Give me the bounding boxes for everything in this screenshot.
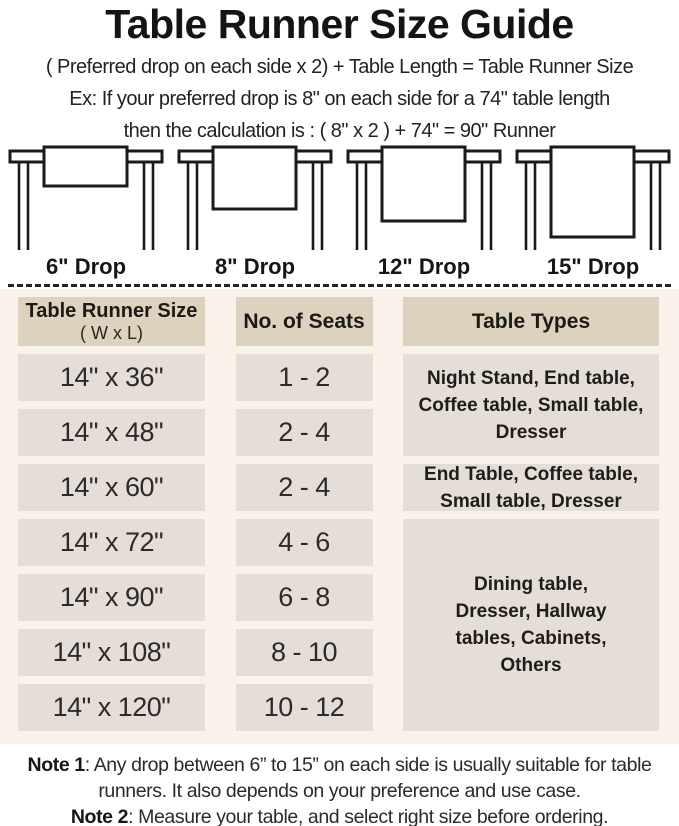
drop-label-15in: 15" Drop	[546, 254, 640, 279]
dashed-divider	[8, 284, 671, 287]
page-title: Table Runner Size Guide	[105, 1, 574, 47]
illustration-12in-drop	[344, 145, 504, 281]
size-table	[18, 297, 659, 731]
seats-cell-row7: 10 - 12	[236, 684, 373, 731]
header-size-title: Table Runner Size	[25, 300, 198, 322]
size-cell-row5: 14" x 90"	[18, 574, 205, 621]
seats-cell-row6: 8 - 10	[236, 629, 373, 676]
table-runner-15in-icon	[513, 145, 673, 250]
seats-cell-row5: 6 - 8	[236, 574, 373, 621]
header-size-subtitle: ( W x L)	[80, 323, 143, 343]
size-cell-row7: 14" x 120"	[18, 684, 205, 731]
illustration-6in-drop	[6, 145, 166, 281]
header-table-runner-size	[18, 297, 205, 346]
drop-illustrations	[0, 145, 679, 281]
seats-cell-row4: 4 - 6	[236, 519, 373, 566]
note-1-text: : Any drop between 6” to 15” on each side is usually suitable for table runners. It also depends on your preference and use case.	[84, 754, 652, 802]
illustration-8in-drop	[175, 145, 335, 281]
drop-label-6in: 6" Drop	[45, 254, 127, 279]
seats-cell-row3: 2 - 4	[236, 464, 373, 511]
note-2	[2, 804, 677, 826]
size-cell-row6: 14" x 108"	[18, 629, 205, 676]
notes	[0, 744, 679, 826]
note-2-label: Note 2	[70, 806, 129, 826]
note-1	[2, 752, 677, 804]
table-runner-8in-icon	[175, 145, 335, 250]
size-cell-row3: 14" x 60"	[18, 464, 205, 511]
drop-label-12in: 12" Drop	[377, 254, 471, 279]
table-types-cell-medium: End Table, Coffee table, Small table, Dresser	[403, 464, 659, 511]
size-cell-row2: 14" x 48"	[18, 409, 205, 456]
table-runner-12in-icon	[344, 145, 504, 250]
drop-label-8in: 8" Drop	[214, 254, 296, 279]
size-cell-row4: 14" x 72"	[18, 519, 205, 566]
formula-line: ( Preferred drop on each side x 2) + Table Length = Table Runner Size	[45, 56, 634, 78]
table-runner-6in-icon	[6, 145, 166, 250]
table-types-cell-small: Night Stand, End table, Coffee table, Small table, Dresser	[403, 354, 659, 456]
header-no-of-seats: No. of Seats	[236, 297, 373, 346]
note-1-label: Note 1	[27, 754, 85, 776]
seats-cell-row1: 1 - 2	[236, 354, 373, 401]
size-table-panel	[0, 289, 679, 744]
seats-cell-row2: 2 - 4	[236, 409, 373, 456]
table-types-cell-large: Dining table, Dresser, Hallway tables, Cabinets, Others	[403, 519, 659, 731]
note-2-text: : Measure your table, and select right size before ordering.	[128, 806, 609, 826]
header-table-types: Table Types	[403, 297, 659, 346]
example-line-1: Ex: If your preferred drop is 8" on each side for a 74" table length	[69, 88, 610, 110]
size-cell-row1: 14" x 36"	[18, 354, 205, 401]
illustration-15in-drop	[513, 145, 673, 281]
example-line-2: then the calculation is : ( 8" x 2 ) + 74" = 90" Runner	[123, 120, 556, 142]
